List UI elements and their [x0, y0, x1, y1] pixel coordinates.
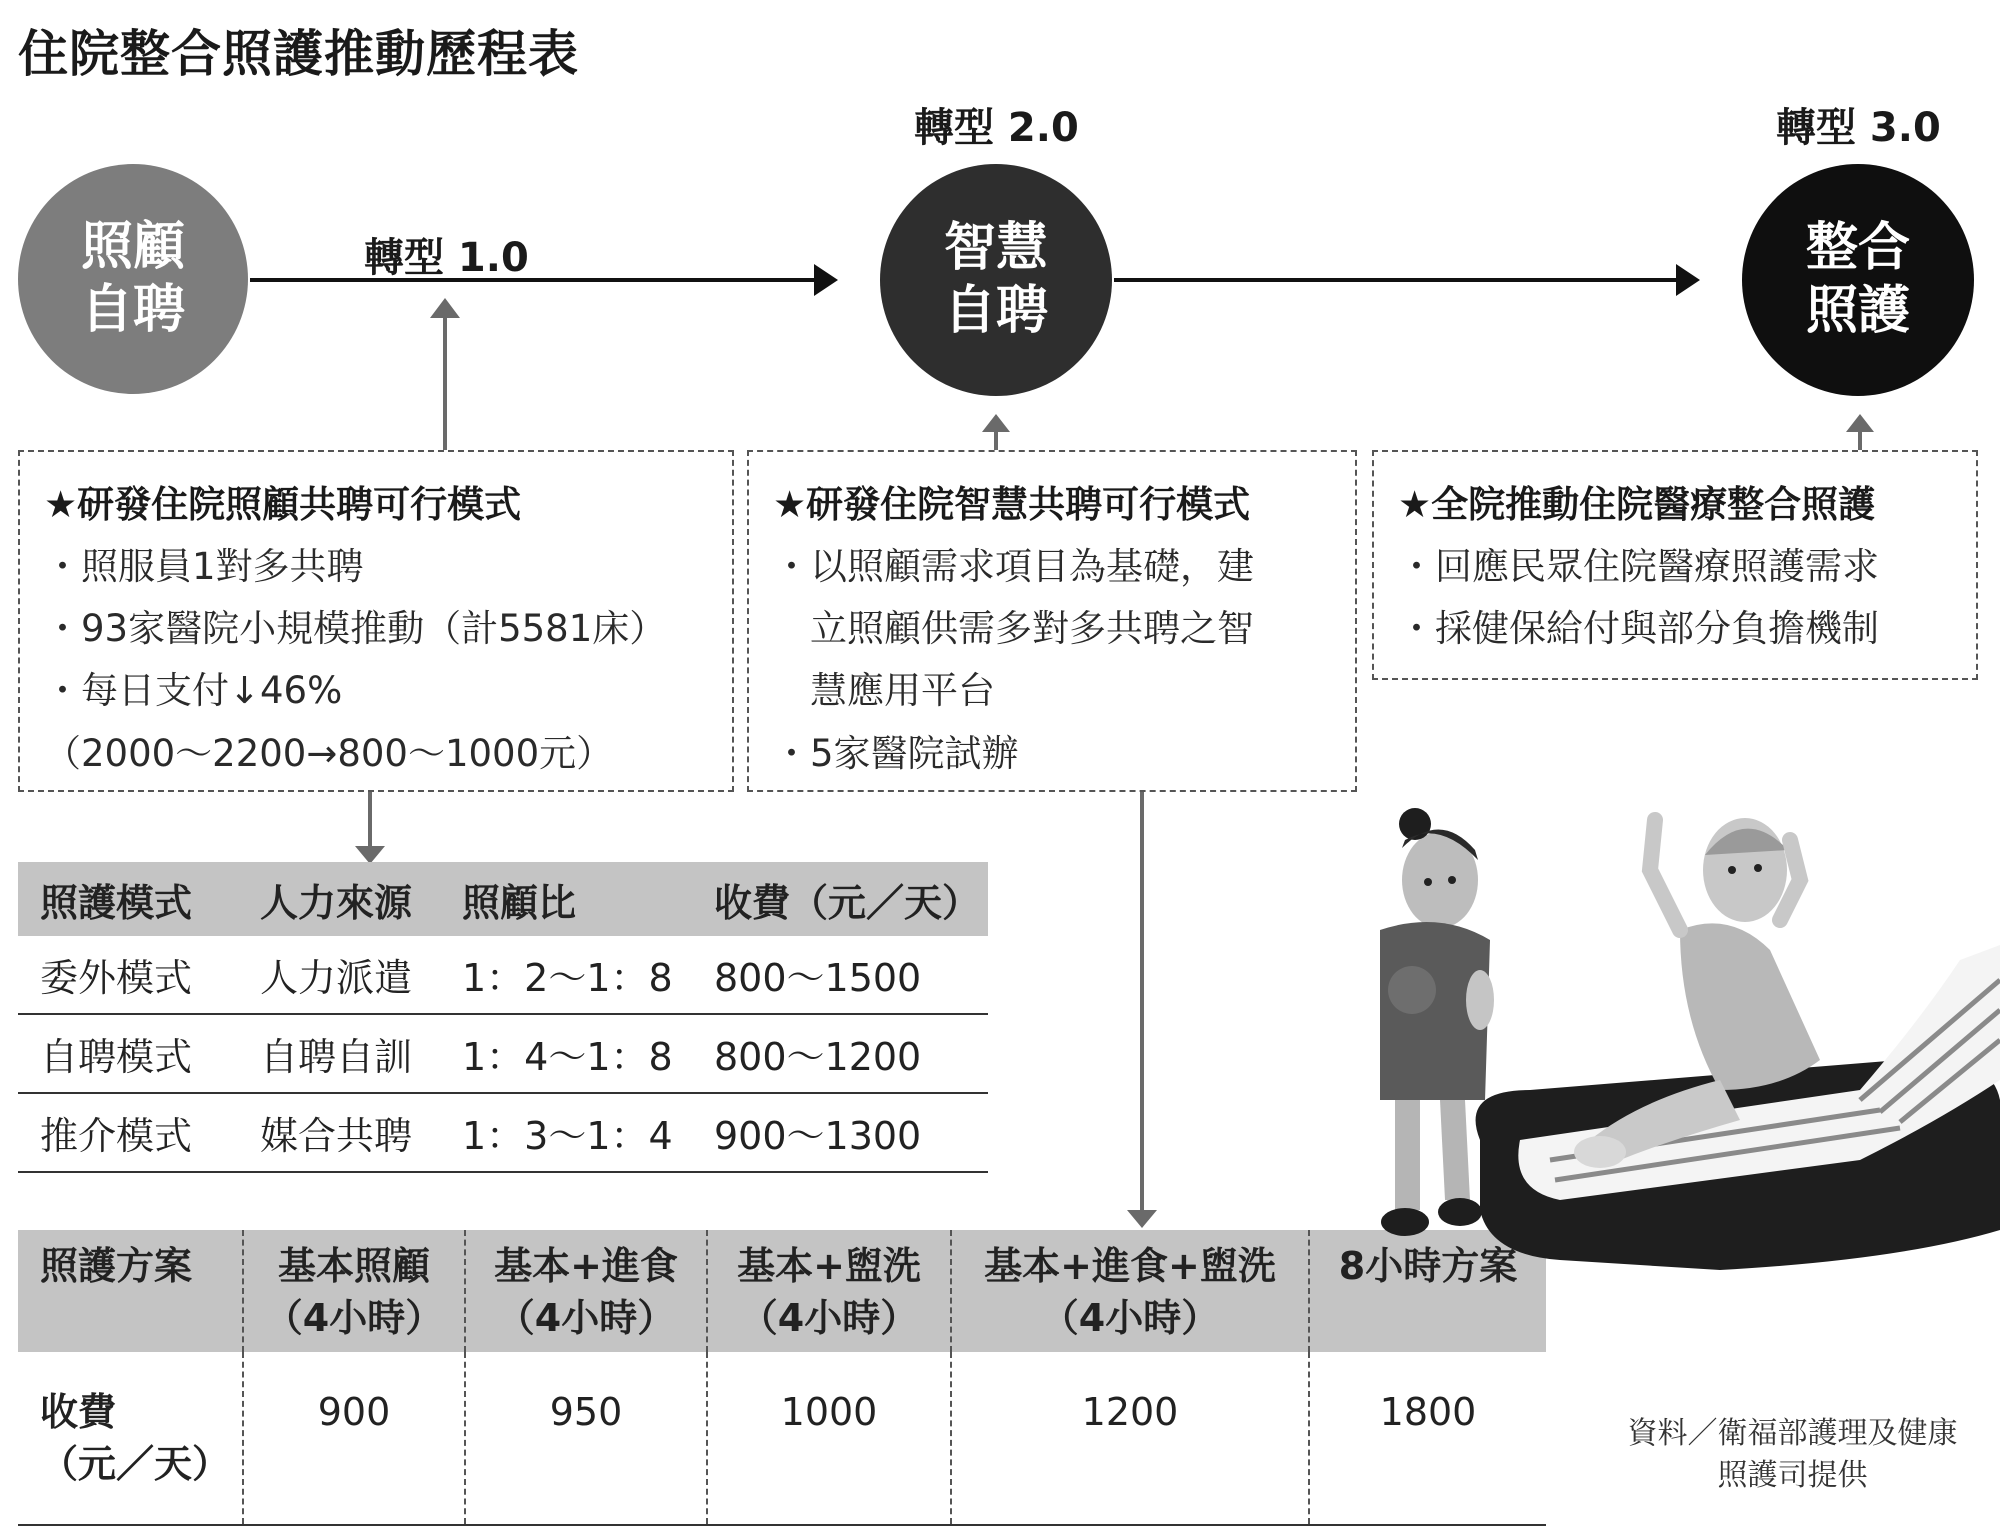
- caregiver-figure: [1380, 808, 1494, 1236]
- table-row: [18, 1352, 1546, 1526]
- circle-2-line-1: 智慧: [943, 217, 1048, 278]
- care-model-table: [18, 862, 988, 1173]
- box-2-line: ・5家醫院試辦: [773, 731, 1019, 775]
- header-subtext: （4小時）: [264, 1296, 444, 1341]
- box-1-line: ・93家醫院小規模推動（計5581床）: [44, 607, 667, 651]
- box-2-line: 慧應用平台: [773, 669, 995, 713]
- source-line-1: 資料／衛福部護理及健康: [1627, 1416, 1958, 1451]
- box-2-heading: ★研發住院智慧共聘可行模式: [773, 483, 1251, 526]
- header-text: 8小時方案: [1338, 1244, 1518, 1288]
- header-text: 基本+進食: [494, 1244, 678, 1288]
- table-cell: 950: [464, 1352, 706, 1524]
- table-header-cell: [242, 1230, 464, 1352]
- table-header-cell: 照顧比: [462, 880, 577, 925]
- table-cell: 人力派遣: [260, 956, 413, 1000]
- source-note: [1600, 1413, 1985, 1497]
- table-row: [18, 1015, 988, 1094]
- stage-circle-self-hire: [18, 164, 248, 394]
- caregiver-patient-illustration: [1300, 760, 2000, 1280]
- row-label-text: 收費: [40, 1390, 117, 1434]
- page-title: 住院整合照護推動歷程表: [18, 25, 579, 83]
- table-row: [18, 936, 988, 1015]
- table-header-cell: 人力來源: [260, 880, 413, 925]
- circle-3-line-2: 照護: [1805, 281, 1910, 341]
- box-1-heading: ★研發住院照顧共聘可行模式: [44, 483, 522, 526]
- circle-3-line-1: 整合: [1805, 217, 1910, 278]
- arrowhead-up-1: [430, 298, 460, 318]
- table-cell: 1：4～1：8: [462, 1035, 673, 1079]
- table-header-cell: [950, 1230, 1308, 1352]
- box-3-heading: ★全院推動住院醫療整合照護: [1398, 483, 1876, 526]
- header-text: 基本照顧: [277, 1244, 430, 1288]
- header-subtext: （4小時）: [1040, 1296, 1220, 1341]
- stage-label-3: 轉型 3.0: [1776, 105, 1941, 151]
- box-2-line: ・以照顧需求項目為基礎，建: [773, 545, 1254, 589]
- header-text: 基本+進食+盥洗: [984, 1244, 1276, 1288]
- header-text: 照護方案: [40, 1244, 193, 1288]
- table-row: [18, 1094, 988, 1173]
- table-cell: 900: [242, 1352, 464, 1524]
- table-header-cell: [464, 1230, 706, 1352]
- box-1-line: （2000～2200→800～1000元）: [44, 731, 614, 775]
- box-2-line: 立照顧供需多對多共聘之智: [773, 607, 1254, 651]
- stage-label-2: 轉型 2.0: [914, 105, 1079, 151]
- box-3-line: ・採健保給付與部分負擔機制: [1398, 607, 1879, 651]
- table-cell: 1200: [950, 1352, 1308, 1524]
- table-cell: 1：2～1：8: [462, 956, 673, 1000]
- circle-1-line-1: 照顧: [80, 216, 185, 277]
- stage-circle-integrated-care: [1742, 164, 1974, 396]
- arrowhead-up-3: [1846, 414, 1874, 432]
- table-cell: 自聘自訓: [260, 1035, 413, 1079]
- header-text: 基本+盥洗: [737, 1244, 921, 1288]
- arrowhead-down-2: [1127, 1210, 1157, 1228]
- table-header-cell: 收費（元／天）: [714, 880, 981, 925]
- table-cell: 1800: [1308, 1352, 1546, 1524]
- info-box-stage-3: [1372, 450, 1978, 680]
- row-label-subtext: （元／天）: [40, 1442, 231, 1487]
- arrowhead-2: [1676, 264, 1700, 296]
- table-cell: 1：3～1：4: [462, 1114, 673, 1158]
- info-box-stage-2: [747, 450, 1357, 792]
- stage-label-1: 轉型 1.0: [364, 235, 529, 281]
- box-1-line: ・每日支付↓46%: [44, 669, 343, 713]
- table-cell: 推介模式: [40, 1114, 193, 1158]
- header-subtext: （4小時）: [496, 1296, 676, 1341]
- table-cell: 1000: [706, 1352, 950, 1524]
- table-row-label: [18, 1352, 242, 1524]
- table-header-cell: [18, 1230, 242, 1352]
- table-header-cell: 照護模式: [40, 880, 193, 925]
- box-1-line: ・照服員1對多共聘: [44, 545, 364, 589]
- table-header-row: [18, 862, 988, 936]
- arrowhead-up-2: [982, 414, 1010, 432]
- table-cell: 媒合共聘: [260, 1114, 413, 1158]
- header-subtext: （4小時）: [739, 1296, 919, 1341]
- info-box-stage-1: [18, 450, 734, 792]
- stage-circle-smart-hire: [880, 164, 1112, 396]
- table-header-cell: [706, 1230, 950, 1352]
- arrowhead-1: [814, 264, 838, 296]
- table-cell: 委外模式: [40, 956, 193, 1000]
- table-cell: 800～1500: [714, 956, 922, 1000]
- table-cell: 自聘模式: [40, 1035, 193, 1079]
- box-3-line: ・回應民眾住院醫療照護需求: [1398, 545, 1879, 589]
- table-cell: 800～1200: [714, 1035, 922, 1079]
- circle-1-line-2: 自聘: [80, 280, 185, 340]
- circle-2-line-2: 自聘: [943, 281, 1048, 341]
- table-cell: 900～1300: [714, 1114, 922, 1158]
- source-line-2: 照護司提供: [1717, 1458, 1868, 1493]
